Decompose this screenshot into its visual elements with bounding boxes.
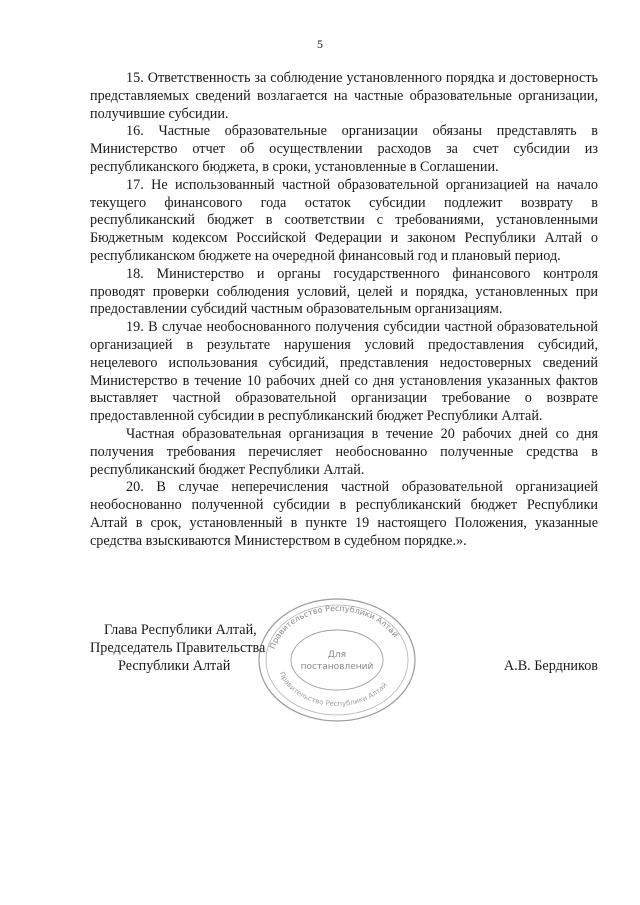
paragraph-17: 17. Не использованный частной образовательной организацией на начало текущего финансового года остаток субсидии подлежит возврату в республиканский бюджет в соответствии с требованиями, установленными Бюджетным кодексом Российской Федерации и законом Республики Алтай о республиканском бюджете на очередной финансовый год и плановый период. (90, 176, 598, 264)
paragraph-19: 19. В случае необоснованного получения субсидии частной образовательной организацией в результате нарушения условий предоставления субсидий, нецелевого использования субсидий, представления недостоверных сведений Министерство в течение 10 рабочих дней со дня установления указанных фактов выставляет частной образовательной организации требование о возврате предоставленной субсидии в республиканский бюджет Республики Алтай. (90, 319, 598, 425)
seal-center-line1: Для (327, 650, 347, 660)
paragraph-16: 16. Частные образовательные организации обязаны представлять в Министерство отчет об осуществлении расходов за счет субсидии из республиканского бюджета, в сроки, установленные в Соглашении. (90, 123, 598, 175)
signatory-title-line2: Председатель Правительства (90, 640, 266, 656)
paragraph-18: 18. Министерство и органы государственного финансового контроля проводят проверки соблюдения условий, целей и порядка, установленных при предоставлении субсидий частным образовательным организациям. (90, 265, 598, 318)
paragraph-15: 15. Ответственность за соблюдение установленного порядка и достоверность представляемых сведений возлагается на частные образовательные организации, получившие субсидии. (90, 70, 598, 122)
paragraph-20: 20. В случае неперечисления частной образовательной организацией необоснованно полученной субсидии в республиканский бюджет Республики Алтай в срок, установленный в пункте 19 настоящего Положения, указанные средства взыскиваются Министерством в судебном порядке.». (90, 479, 598, 549)
document-body (90, 70, 598, 551)
seal-ring-text-bottom: Правительство Республики Алтай (277, 670, 389, 709)
signatory-name: А.В. Бердников (503, 658, 598, 674)
signatory-title-line1: Глава Республики Алтай, (104, 622, 257, 638)
seal-ring-text-top: Правительство Республики Алтай (267, 603, 400, 651)
page-number: 5 (317, 37, 323, 51)
paragraph-19-continued: Частная образовательная организация в течение 20 рабочих дней со дня получения требования перечисляет необоснованно полученные средства в республиканский бюджет Республики Алтай. (90, 425, 598, 478)
signatory-title-line3: Республики Алтай (118, 658, 231, 674)
official-seal-stamp (257, 598, 417, 723)
seal-center-line2: постановлений (300, 662, 374, 672)
